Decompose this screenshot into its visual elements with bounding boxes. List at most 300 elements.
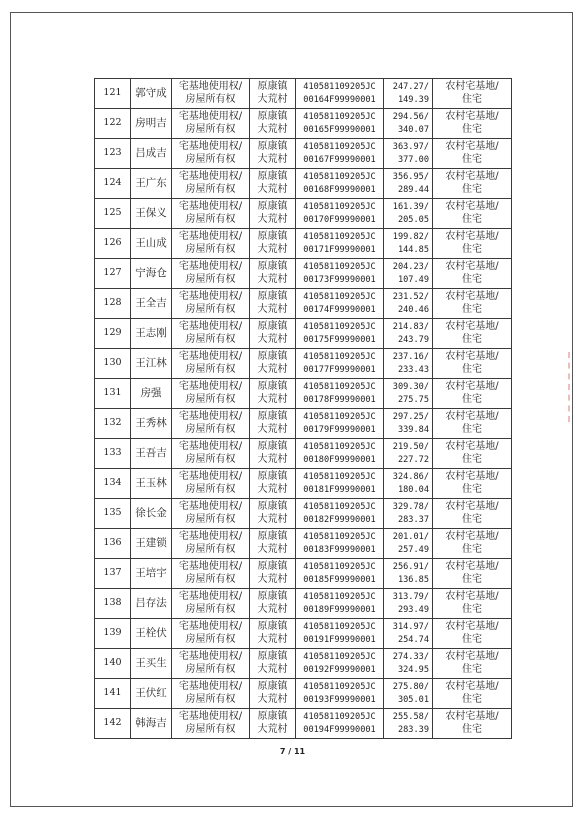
parcel-code-cell — [296, 319, 384, 349]
area-line: 149.39 — [397, 94, 429, 105]
area-line: 324.95 — [397, 664, 429, 675]
land-use-line: 农村宅基地/ — [445, 711, 499, 722]
right-type-line: 宅基地使用权/ — [178, 561, 243, 572]
area-cell — [384, 289, 433, 319]
land-use-line: 住宅 — [462, 543, 482, 555]
location-line: 原康镇 — [257, 471, 288, 482]
area-cell — [384, 679, 433, 709]
area-line: 294.56/ — [392, 112, 429, 122]
land-use-cell — [433, 649, 512, 679]
parcel-code-line: 410581109205JC — [303, 112, 376, 122]
land-use-cell — [433, 559, 512, 589]
land-use-line: 农村宅基地/ — [445, 381, 499, 392]
location-line: 大荒村 — [257, 633, 288, 645]
area-line: 257.49 — [397, 544, 429, 555]
location-line: 大荒村 — [257, 363, 288, 375]
parcel-code-line: 410581109205JC — [303, 472, 376, 482]
right-type-line: 房屋所有权 — [185, 273, 236, 285]
right-type-cell — [172, 679, 250, 709]
table-row — [95, 529, 512, 559]
area-line: 283.37 — [397, 514, 429, 525]
parcel-code-cell — [296, 79, 384, 109]
owner-name-cell: 王全吉 — [131, 289, 172, 319]
row-number-cell: 130 — [95, 349, 131, 379]
location-line: 大荒村 — [257, 453, 288, 465]
land-use-cell — [433, 439, 512, 469]
right-type-cell — [172, 289, 250, 319]
land-use-cell — [433, 79, 512, 109]
right-type-cell — [172, 619, 250, 649]
location-cell — [250, 619, 296, 649]
parcel-code-cell — [296, 709, 384, 739]
right-type-line: 宅基地使用权/ — [178, 471, 243, 482]
location-cell — [250, 349, 296, 379]
location-line: 原康镇 — [257, 411, 288, 422]
table-row — [95, 439, 512, 469]
row-number-cell: 136 — [95, 529, 131, 559]
owner-name-cell: 王买生 — [131, 649, 172, 679]
area-line: 275.80/ — [392, 682, 429, 692]
right-type-line: 房屋所有权 — [185, 633, 236, 645]
area-cell — [384, 319, 433, 349]
right-type-line: 房屋所有权 — [185, 693, 236, 705]
row-number-cell: 131 — [95, 379, 131, 409]
land-use-line: 农村宅基地/ — [445, 81, 499, 92]
row-number-cell: 128 — [95, 289, 131, 319]
area-line: 136.85 — [397, 574, 429, 585]
location-line: 大荒村 — [257, 123, 288, 135]
right-type-line: 宅基地使用权/ — [178, 591, 243, 602]
location-cell — [250, 229, 296, 259]
location-cell — [250, 439, 296, 469]
location-cell — [250, 679, 296, 709]
location-cell — [250, 529, 296, 559]
area-line: 240.46 — [397, 304, 429, 315]
parcel-code-line: 410581109205JC — [303, 652, 376, 662]
location-cell — [250, 319, 296, 349]
land-use-line: 住宅 — [462, 693, 482, 705]
area-line: 309.30/ — [392, 382, 429, 392]
table-row — [95, 709, 512, 739]
land-use-line: 农村宅基地/ — [445, 231, 499, 242]
area-line: 313.79/ — [392, 592, 429, 602]
land-use-line: 农村宅基地/ — [445, 531, 499, 542]
location-line: 原康镇 — [257, 651, 288, 662]
right-type-cell — [172, 499, 250, 529]
right-type-line: 房屋所有权 — [185, 483, 236, 495]
parcel-code-line: 00189F99990001 — [303, 604, 376, 615]
right-type-line: 房屋所有权 — [185, 453, 236, 465]
table-row — [95, 649, 512, 679]
land-use-line: 农村宅基地/ — [445, 591, 499, 602]
right-type-line: 房屋所有权 — [185, 663, 236, 675]
right-type-line: 房屋所有权 — [185, 573, 236, 585]
parcel-code-cell — [296, 109, 384, 139]
area-line: 314.97/ — [392, 622, 429, 632]
parcel-code-line: 410581109205JC — [303, 592, 376, 602]
land-use-cell — [433, 169, 512, 199]
right-type-cell — [172, 349, 250, 379]
location-line: 原康镇 — [257, 621, 288, 632]
row-number-cell: 142 — [95, 709, 131, 739]
land-use-cell — [433, 619, 512, 649]
location-line: 原康镇 — [257, 291, 288, 302]
area-cell — [384, 379, 433, 409]
table-row — [95, 199, 512, 229]
table-row — [95, 559, 512, 589]
right-type-line: 宅基地使用权/ — [178, 681, 243, 692]
area-line: 283.39 — [397, 724, 429, 735]
row-number-cell: 139 — [95, 619, 131, 649]
right-type-line: 宅基地使用权/ — [178, 81, 243, 92]
location-cell — [250, 199, 296, 229]
area-line: 144.85 — [397, 244, 429, 255]
area-cell — [384, 589, 433, 619]
right-type-line: 房屋所有权 — [185, 93, 236, 105]
area-cell — [384, 709, 433, 739]
right-type-line: 宅基地使用权/ — [178, 441, 243, 452]
table-row — [95, 619, 512, 649]
land-use-line: 住宅 — [462, 573, 482, 585]
land-use-line: 住宅 — [462, 663, 482, 675]
location-line: 大荒村 — [257, 603, 288, 615]
land-use-line: 农村宅基地/ — [445, 681, 499, 692]
location-line: 原康镇 — [257, 171, 288, 182]
right-type-line: 宅基地使用权/ — [178, 621, 243, 632]
parcel-code-line: 00193F99990001 — [303, 694, 376, 705]
land-use-cell — [433, 259, 512, 289]
land-use-cell — [433, 499, 512, 529]
parcel-code-line: 410581109205JC — [303, 712, 376, 722]
location-cell — [250, 409, 296, 439]
parcel-code-cell — [296, 259, 384, 289]
right-type-line: 宅基地使用权/ — [178, 261, 243, 272]
parcel-code-cell — [296, 559, 384, 589]
area-line: 180.04 — [397, 484, 429, 495]
parcel-code-line: 00194F99990001 — [303, 724, 376, 735]
right-type-cell — [172, 529, 250, 559]
row-number-cell: 140 — [95, 649, 131, 679]
area-line: 256.91/ — [392, 562, 429, 572]
seal-edge-mark — [568, 352, 575, 422]
owner-name-cell: 王玉林 — [131, 469, 172, 499]
parcel-code-line: 410581109205JC — [303, 142, 376, 152]
right-type-line: 宅基地使用权/ — [178, 201, 243, 212]
land-use-line: 住宅 — [462, 603, 482, 615]
area-cell — [384, 439, 433, 469]
area-cell — [384, 649, 433, 679]
right-type-line: 房屋所有权 — [185, 603, 236, 615]
owner-name-cell: 郭守成 — [131, 79, 172, 109]
area-cell — [384, 469, 433, 499]
right-type-cell — [172, 559, 250, 589]
land-use-line: 农村宅基地/ — [445, 651, 499, 662]
land-use-cell — [433, 679, 512, 709]
area-line: 254.74 — [397, 634, 429, 645]
row-number-cell: 132 — [95, 409, 131, 439]
parcel-code-line: 410581109205JC — [303, 202, 376, 212]
area-line: 363.97/ — [392, 142, 429, 152]
parcel-code-line: 410581109205JC — [303, 412, 376, 422]
location-line: 大荒村 — [257, 483, 288, 495]
location-line: 大荒村 — [257, 723, 288, 735]
right-type-line: 宅基地使用权/ — [178, 381, 243, 392]
land-use-cell — [433, 709, 512, 739]
area-line: 214.83/ — [392, 322, 429, 332]
parcel-code-line: 410581109205JC — [303, 322, 376, 332]
parcel-code-line: 00164F99990001 — [303, 94, 376, 105]
right-type-line: 房屋所有权 — [185, 543, 236, 555]
parcel-code-cell — [296, 439, 384, 469]
right-type-line: 宅基地使用权/ — [178, 111, 243, 122]
right-type-cell — [172, 709, 250, 739]
right-type-line: 宅基地使用权/ — [178, 351, 243, 362]
land-use-line: 住宅 — [462, 363, 482, 375]
location-cell — [250, 559, 296, 589]
location-line: 原康镇 — [257, 711, 288, 722]
area-cell — [384, 109, 433, 139]
area-cell — [384, 169, 433, 199]
parcel-code-cell — [296, 349, 384, 379]
right-type-cell — [172, 199, 250, 229]
right-type-line: 房屋所有权 — [185, 303, 236, 315]
owner-name-cell: 吕存法 — [131, 589, 172, 619]
parcel-code-line: 00171F99990001 — [303, 244, 376, 255]
area-line: 219.50/ — [392, 442, 429, 452]
area-line: 340.07 — [397, 124, 429, 135]
right-type-cell — [172, 79, 250, 109]
parcel-code-cell — [296, 529, 384, 559]
location-line: 大荒村 — [257, 213, 288, 225]
table-row — [95, 469, 512, 499]
land-use-line: 农村宅基地/ — [445, 141, 499, 152]
location-line: 大荒村 — [257, 693, 288, 705]
land-use-line: 住宅 — [462, 333, 482, 345]
right-type-cell — [172, 169, 250, 199]
area-line: 297.25/ — [392, 412, 429, 422]
land-use-line: 住宅 — [462, 513, 482, 525]
area-line: 199.82/ — [392, 232, 429, 242]
right-type-line: 房屋所有权 — [185, 393, 236, 405]
location-cell — [250, 169, 296, 199]
right-type-line: 房屋所有权 — [185, 123, 236, 135]
area-line: 293.49 — [397, 604, 429, 615]
parcel-code-line: 410581109205JC — [303, 532, 376, 542]
row-number-cell: 123 — [95, 139, 131, 169]
parcel-code-cell — [296, 499, 384, 529]
parcel-code-cell — [296, 289, 384, 319]
area-line: 289.44 — [397, 184, 429, 195]
location-line: 原康镇 — [257, 531, 288, 542]
area-cell — [384, 619, 433, 649]
right-type-line: 房屋所有权 — [185, 153, 236, 165]
area-line: 247.27/ — [392, 82, 429, 92]
land-use-line: 农村宅基地/ — [445, 171, 499, 182]
land-use-cell — [433, 289, 512, 319]
table-row — [95, 139, 512, 169]
row-number-cell: 141 — [95, 679, 131, 709]
land-use-cell — [433, 199, 512, 229]
land-use-line: 农村宅基地/ — [445, 261, 499, 272]
parcel-code-cell — [296, 469, 384, 499]
land-use-line: 农村宅基地/ — [445, 201, 499, 212]
right-type-line: 房屋所有权 — [185, 243, 236, 255]
area-line: 205.05 — [397, 214, 429, 225]
area-cell — [384, 499, 433, 529]
area-line: 324.86/ — [392, 472, 429, 482]
row-number-cell: 127 — [95, 259, 131, 289]
area-line: 377.00 — [397, 154, 429, 165]
parcel-code-line: 410581109205JC — [303, 502, 376, 512]
location-line: 大荒村 — [257, 663, 288, 675]
location-cell — [250, 259, 296, 289]
location-line: 原康镇 — [257, 681, 288, 692]
row-number-cell: 121 — [95, 79, 131, 109]
owner-name-cell: 王志刚 — [131, 319, 172, 349]
location-cell — [250, 139, 296, 169]
row-number-cell: 133 — [95, 439, 131, 469]
area-line: 356.95/ — [392, 172, 429, 182]
table-row — [95, 409, 512, 439]
parcel-code-line: 410581109205JC — [303, 82, 376, 92]
right-type-line: 宅基地使用权/ — [178, 321, 243, 332]
area-line: 274.33/ — [392, 652, 429, 662]
area-line: 231.52/ — [392, 292, 429, 302]
row-number-cell: 129 — [95, 319, 131, 349]
right-type-line: 宅基地使用权/ — [178, 231, 243, 242]
owner-name-cell: 房明吉 — [131, 109, 172, 139]
right-type-cell — [172, 439, 250, 469]
location-line: 大荒村 — [257, 513, 288, 525]
land-use-line: 住宅 — [462, 123, 482, 135]
location-cell — [250, 289, 296, 319]
land-use-line: 农村宅基地/ — [445, 621, 499, 632]
area-line: 161.39/ — [392, 202, 429, 212]
area-line: 107.49 — [397, 274, 429, 285]
location-line: 原康镇 — [257, 201, 288, 212]
parcel-code-cell — [296, 649, 384, 679]
right-type-line: 宅基地使用权/ — [178, 531, 243, 542]
parcel-code-line: 410581109205JC — [303, 682, 376, 692]
location-cell — [250, 709, 296, 739]
parcel-code-line: 00170F99990001 — [303, 214, 376, 225]
parcel-code-cell — [296, 589, 384, 619]
location-line: 大荒村 — [257, 423, 288, 435]
location-line: 大荒村 — [257, 183, 288, 195]
owner-name-cell: 王培宇 — [131, 559, 172, 589]
location-line: 原康镇 — [257, 381, 288, 392]
table-row — [95, 349, 512, 379]
owner-name-cell: 徐长金 — [131, 499, 172, 529]
location-cell — [250, 379, 296, 409]
right-type-line: 房屋所有权 — [185, 723, 236, 735]
area-cell — [384, 79, 433, 109]
location-line: 原康镇 — [257, 561, 288, 572]
land-use-cell — [433, 529, 512, 559]
location-line: 原康镇 — [257, 231, 288, 242]
owner-name-cell: 王栓伏 — [131, 619, 172, 649]
parcel-code-line: 00167F99990001 — [303, 154, 376, 165]
land-use-line: 住宅 — [462, 243, 482, 255]
right-type-cell — [172, 649, 250, 679]
land-use-cell — [433, 109, 512, 139]
table-row — [95, 379, 512, 409]
owner-name-cell: 王江林 — [131, 349, 172, 379]
land-use-line: 农村宅基地/ — [445, 351, 499, 362]
location-line: 原康镇 — [257, 81, 288, 92]
land-use-cell — [433, 469, 512, 499]
right-type-line: 房屋所有权 — [185, 423, 236, 435]
owner-name-cell: 王吾吉 — [131, 439, 172, 469]
parcel-code-line: 410581109205JC — [303, 622, 376, 632]
land-use-line: 农村宅基地/ — [445, 501, 499, 512]
parcel-code-line: 00175F99990001 — [303, 334, 376, 345]
parcel-code-line: 00173F99990001 — [303, 274, 376, 285]
owner-name-cell: 宁海仓 — [131, 259, 172, 289]
parcel-code-cell — [296, 379, 384, 409]
parcel-code-line: 00177F99990001 — [303, 364, 376, 375]
location-line: 大荒村 — [257, 273, 288, 285]
land-use-cell — [433, 349, 512, 379]
land-use-line: 住宅 — [462, 453, 482, 465]
land-use-line: 住宅 — [462, 183, 482, 195]
right-type-line: 宅基地使用权/ — [178, 291, 243, 302]
row-number-cell: 122 — [95, 109, 131, 139]
location-cell — [250, 499, 296, 529]
land-use-line: 农村宅基地/ — [445, 471, 499, 482]
land-use-line: 农村宅基地/ — [445, 561, 499, 572]
land-use-line: 农村宅基地/ — [445, 291, 499, 302]
right-type-cell — [172, 589, 250, 619]
right-type-line: 房屋所有权 — [185, 183, 236, 195]
land-use-line: 农村宅基地/ — [445, 321, 499, 332]
parcel-code-line: 00185F99990001 — [303, 574, 376, 585]
land-use-cell — [433, 139, 512, 169]
location-line: 原康镇 — [257, 321, 288, 332]
row-number-cell: 124 — [95, 169, 131, 199]
location-cell — [250, 589, 296, 619]
land-use-line: 住宅 — [462, 303, 482, 315]
area-cell — [384, 229, 433, 259]
area-line: 329.78/ — [392, 502, 429, 512]
location-line: 原康镇 — [257, 591, 288, 602]
area-line: 305.01 — [397, 694, 429, 705]
location-cell — [250, 649, 296, 679]
registry-table-body — [95, 79, 512, 739]
owner-name-cell: 王秀林 — [131, 409, 172, 439]
area-cell — [384, 259, 433, 289]
land-use-line: 住宅 — [462, 633, 482, 645]
row-number-cell: 137 — [95, 559, 131, 589]
location-line: 大荒村 — [257, 303, 288, 315]
parcel-code-cell — [296, 199, 384, 229]
area-line: 227.72 — [397, 454, 429, 465]
location-line: 原康镇 — [257, 261, 288, 272]
location-cell — [250, 469, 296, 499]
land-use-cell — [433, 319, 512, 349]
land-use-line: 住宅 — [462, 273, 482, 285]
table-row — [95, 259, 512, 289]
location-line: 大荒村 — [257, 243, 288, 255]
area-line: 233.43 — [397, 364, 429, 375]
location-line: 大荒村 — [257, 153, 288, 165]
land-use-cell — [433, 379, 512, 409]
parcel-code-cell — [296, 619, 384, 649]
row-number-cell: 126 — [95, 229, 131, 259]
location-cell — [250, 79, 296, 109]
table-row — [95, 289, 512, 319]
owner-name-cell: 王保义 — [131, 199, 172, 229]
